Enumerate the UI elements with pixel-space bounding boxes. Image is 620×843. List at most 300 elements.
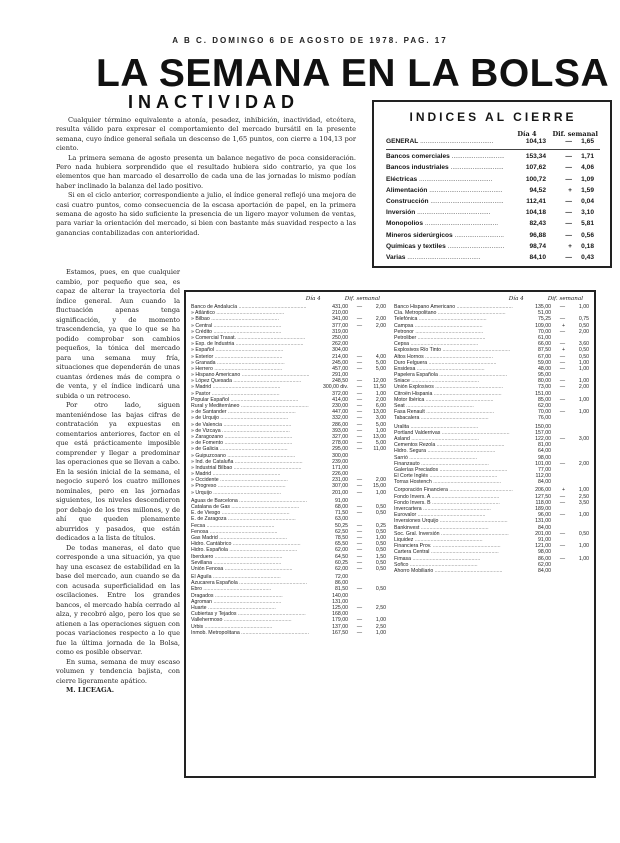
quote-sign: — xyxy=(559,499,565,506)
quote-sign: — xyxy=(559,493,565,500)
headline: LA SEMANA EN LA BOLSA xyxy=(96,52,610,95)
listing-left-header xyxy=(191,296,386,302)
quote-sign: — xyxy=(356,534,362,541)
quote-value: 68,00 xyxy=(335,504,348,510)
quote-sign: — xyxy=(356,559,362,566)
quote-sign: — xyxy=(356,623,362,630)
quote-name: » Progreso ..... xyxy=(191,483,310,489)
quote-sign: — xyxy=(559,359,565,366)
quote-value: 72,00 xyxy=(335,574,348,581)
quote-name: Aguas de Barcelona ..... xyxy=(191,498,310,504)
quote-value: 150,00 xyxy=(535,423,551,430)
quote-name: Inmob. Metropolitana ..... xyxy=(191,630,310,636)
quote-diff: 2,00 xyxy=(375,322,386,329)
quote-value: 189,00 xyxy=(535,506,551,512)
quote-sign: + xyxy=(561,322,565,329)
intro-text xyxy=(56,116,356,238)
quote-diff: 0,50 xyxy=(375,559,386,566)
quote-value: 431,00 xyxy=(332,304,348,310)
quote-value: 239,00 xyxy=(332,458,348,465)
listing-left-column xyxy=(191,296,386,638)
quote-value: 167,50 xyxy=(332,629,348,636)
quote-value: 168,00 xyxy=(332,611,348,618)
quote-sign: — xyxy=(559,512,565,519)
quote-diff: 2,00 xyxy=(578,328,589,335)
index-row xyxy=(386,198,600,209)
quote-value: 118,00 xyxy=(535,499,551,506)
body-paragraph: Por otro lado, siguen manteniéndose las bajas cifras de contratación ya expuestas en comentarios anteriores, factor en el que está prácticamente imposible comprender y llegar a predominar las operaciones que se llevan a cabo. En la sesión inicial de la semana, el negocio superó los cuatro millones nominales, pero en las jornadas siguientes, los niveles descendieron por debajo de los tres millones, y de ahí que queden plenamente aburridos y pasados, que están dedicados a la lista de títulos. xyxy=(56,401,180,542)
quote-value: 291,00 xyxy=(332,372,348,379)
quote-name: Catalana de Gas ..... xyxy=(191,504,310,510)
quote-diff: 1,00 xyxy=(578,555,589,562)
index-value: 107,62 xyxy=(525,164,546,172)
quote-diff: 5,00 xyxy=(375,359,386,366)
quote-value: 457,00 xyxy=(332,365,348,372)
quote-value: 98,00 xyxy=(538,454,551,461)
quote-sign: — xyxy=(356,617,362,624)
quote-name: Inversiones Urquijo ..... xyxy=(394,518,513,524)
quote-sign: — xyxy=(356,316,362,323)
index-row xyxy=(386,232,600,243)
quote-name: » Industrial Bilbao ..... xyxy=(191,465,310,471)
quote-name: Cartera Central ..... xyxy=(394,549,513,555)
quote-name: Papelera Española ..... xyxy=(394,372,513,378)
quote-name: Hidro. Española ..... xyxy=(191,547,310,553)
quote-name: » Español ..... xyxy=(191,347,310,353)
quote-name: Fimasa ..... xyxy=(394,556,513,562)
quote-sign: — xyxy=(356,427,362,434)
quote-value: 101,00 xyxy=(535,460,551,467)
quotes-listing xyxy=(184,290,596,778)
quote-diff: 1,00 xyxy=(375,629,386,636)
index-name: Bancos industriales ..... xyxy=(386,164,504,171)
quote-value: 248,50 xyxy=(332,378,348,385)
quote-name: E. de Viesgo ..... xyxy=(191,510,310,516)
listing-right-header xyxy=(394,296,589,302)
quote-name: Financiera Prov. ..... xyxy=(394,543,513,549)
quote-name: Sevillana ..... xyxy=(191,560,310,566)
quote-value: 125,00 xyxy=(332,605,348,611)
quote-sign: — xyxy=(356,415,362,422)
quote-value: 51,00 xyxy=(538,310,551,317)
quote-value: 65,50 xyxy=(335,541,348,548)
quote-sign: — xyxy=(356,477,362,484)
quote-name: Cía. Metropolitano ..... xyxy=(394,310,513,316)
quote-value: 64,00 xyxy=(538,448,551,455)
quote-sign: — xyxy=(356,403,362,409)
quote-sign: — xyxy=(356,396,362,403)
quote-sign: — xyxy=(356,504,362,510)
quote-name: » Bilbao ..... xyxy=(191,316,310,322)
quote-diff: 3,00 xyxy=(375,415,386,422)
quote-row xyxy=(191,490,386,496)
quote-value: 112,00 xyxy=(535,473,551,480)
quote-diff: 11,00 xyxy=(373,446,386,453)
page-folio: A B C. DOMINGO 6 DE AGOSTO DE 1978. PAG. 17 xyxy=(172,36,448,45)
quote-sign: — xyxy=(356,605,362,611)
intro-paragraph: Si en el ciclo anterior, correspondiente a julio, el índice general reflejó una mejora de casi cuatro puntos, como consecuencia de la escasa aportación de papel, en la primera semana de agosto ha sido suficiente la presencia de un ligero mayor volumen de ventas, para variar la orientación del mercado, si bien con bastante más suavidad respecto a las ganancias contabilizadas con anterioridad. xyxy=(56,191,356,237)
quote-sign: — xyxy=(356,322,362,329)
quote-name: Vallehermoso ..... xyxy=(191,617,310,623)
quote-name: » Pastor ..... xyxy=(191,391,310,397)
quote-name: » Granada ..... xyxy=(191,360,310,366)
quote-sign: — xyxy=(356,378,362,385)
quote-name: Popular Español ..... xyxy=(191,397,310,403)
quote-name: » Urquijo ..... xyxy=(191,490,310,496)
quote-value: 377,00 xyxy=(332,322,348,329)
quote-diff: 1,00 xyxy=(578,378,589,385)
quote-row xyxy=(191,630,386,636)
quote-value: 226,00 xyxy=(332,471,348,478)
index-diff: 0,56 xyxy=(581,231,594,239)
quote-name: Iberduero ..... xyxy=(191,554,310,560)
quote-diff: 0,50 xyxy=(375,547,386,554)
quote-value: 414,00 xyxy=(332,396,348,403)
quote-value: 307,00 xyxy=(332,483,348,490)
quote-value: 84,00 xyxy=(538,567,551,574)
quote-diff: 3,00 xyxy=(578,435,589,442)
quote-name: Azucarera Española ..... xyxy=(191,580,310,586)
quote-value: 201,00 xyxy=(332,489,348,496)
quote-diff: 11,50 xyxy=(373,384,386,391)
quote-name: Ebro ..... xyxy=(191,586,310,592)
quote-name: Dragados ..... xyxy=(191,593,310,599)
quote-name: Soc. Gral. Inversión ..... xyxy=(394,531,513,537)
quote-sign: — xyxy=(356,390,362,397)
quote-value: 95,00 xyxy=(538,372,551,379)
quote-diff: 2,50 xyxy=(375,623,386,630)
quote-name: » Herrero ..... xyxy=(191,366,310,372)
index-name: Eléctricas ..... xyxy=(386,176,504,183)
quote-sign: — xyxy=(356,528,362,535)
listing-section xyxy=(394,487,589,574)
quote-value: 201,00 xyxy=(535,530,551,537)
quote-value: 60,25 xyxy=(335,559,348,566)
quote-value: 341,00 xyxy=(332,316,348,323)
quote-name: Ahorro Mobiliario ..... xyxy=(394,568,513,574)
index-value: 104,13 xyxy=(525,138,546,145)
quote-diff: 1,00 xyxy=(375,534,386,541)
index-sign: — xyxy=(565,231,572,239)
quote-name: » Crédito ..... xyxy=(191,329,310,335)
indices-col-diff: Dif. semanal xyxy=(552,130,598,138)
quote-value: 70,00 xyxy=(538,409,551,416)
quote-sign: — xyxy=(356,629,362,636)
quote-name: Unión Fenosa ..... xyxy=(191,566,310,572)
quote-sign: — xyxy=(559,328,565,335)
index-name: Varias ..... xyxy=(386,254,504,261)
quote-value: 122,00 xyxy=(535,435,551,442)
quote-value: 84,00 xyxy=(538,524,551,531)
indices-title: INDICES AL CIERRE xyxy=(409,110,577,124)
quote-sign: — xyxy=(356,553,362,560)
listing-section xyxy=(191,574,386,636)
quote-sign: — xyxy=(356,384,362,391)
quote-name: Gas Madrid ..... xyxy=(191,535,310,541)
quote-sign: + xyxy=(561,347,565,354)
quote-value: 278,00 xyxy=(332,440,348,447)
quote-value: 71,50 xyxy=(335,510,348,517)
listing-section xyxy=(191,304,386,496)
index-diff: 1,65 xyxy=(581,138,594,145)
index-diff: 0,04 xyxy=(581,197,594,205)
quote-value: 91,00 xyxy=(538,536,551,543)
quote-value: 151,00 xyxy=(535,390,551,397)
quote-value: 98,00 xyxy=(538,549,551,556)
quote-name: Motor Ibérica ..... xyxy=(394,397,513,403)
index-row xyxy=(386,176,600,187)
quote-name: » de Valencia ..... xyxy=(191,422,310,428)
quote-value: 210,00 xyxy=(332,310,348,317)
quote-name: Torras Hostench ..... xyxy=(394,479,513,485)
quote-diff: 1,00 xyxy=(375,390,386,397)
index-name: Construcción ..... xyxy=(386,198,504,205)
index-diff: 0,18 xyxy=(581,242,594,250)
quote-value: 61,00 xyxy=(538,334,551,341)
quote-name: Corporación Financiera ..... xyxy=(394,487,513,493)
quote-value: 135,00 xyxy=(535,304,551,310)
quote-name: Citroën Hispania ..... xyxy=(394,391,513,397)
quote-name: Fondo Invers. B ..... xyxy=(394,500,513,506)
quote-name: Banco de Andalucía ..... xyxy=(191,304,310,310)
quote-name: » Ind. de Cataluña ..... xyxy=(191,459,310,465)
quote-diff: 0,50 xyxy=(578,530,589,537)
quote-value: 319,00 xyxy=(332,328,348,335)
index-sign: — xyxy=(565,209,572,217)
quote-diff: 1,00 xyxy=(578,396,589,403)
quote-sign: — xyxy=(559,396,565,403)
quote-sign: — xyxy=(559,555,565,562)
index-value: 112,41 xyxy=(526,197,546,205)
quote-name: » de Santander ..... xyxy=(191,409,310,415)
index-value: 82,43 xyxy=(529,220,546,228)
quote-row xyxy=(394,479,589,485)
quote-diff: 1,00 xyxy=(578,359,589,366)
quote-value: 393,00 xyxy=(332,427,348,434)
quote-name: Seat ..... xyxy=(394,403,513,409)
quote-diff: 1,00 xyxy=(375,427,386,434)
quote-sign: — xyxy=(356,409,362,416)
quote-diff: 0,50 xyxy=(375,504,386,510)
quote-value: 131,00 xyxy=(535,518,551,525)
listing-left-rows xyxy=(191,304,386,636)
index-sign: — xyxy=(565,164,572,172)
quote-name: » de Vizcaya ..... xyxy=(191,428,310,434)
quote-value: 109,00 xyxy=(535,322,551,329)
index-value: 98,74 xyxy=(529,242,546,250)
quote-name: Agroman ..... xyxy=(191,599,310,605)
quote-value: 66,00 xyxy=(538,341,551,348)
quote-value: 48,00 xyxy=(538,365,551,372)
quote-value: 332,00 xyxy=(332,415,348,422)
quote-sign: — xyxy=(356,522,362,529)
quote-value: 67,00 xyxy=(538,353,551,360)
quote-diff: 5,00 xyxy=(375,440,386,447)
quote-sign: — xyxy=(356,365,362,372)
quote-name: Rural y Mediterráneo ..... xyxy=(191,403,310,409)
quote-sign: — xyxy=(356,510,362,517)
quote-value: 300,00 div. xyxy=(323,384,348,391)
listing-right-column xyxy=(394,296,589,638)
quote-sign: — xyxy=(559,543,565,550)
quote-value: 91,00 xyxy=(335,497,348,504)
quote-name: Finanzauto ..... xyxy=(394,461,513,467)
quote-value: 245,00 xyxy=(332,359,348,366)
quote-name: Sofico ..... xyxy=(394,562,513,568)
quote-diff: 1,00 xyxy=(578,512,589,519)
quote-row xyxy=(394,415,589,421)
quote-name: Cepsa ..... xyxy=(394,341,513,347)
quote-value: 64,50 xyxy=(335,553,348,560)
quote-sign: — xyxy=(559,341,565,348)
quote-value: 87,50 xyxy=(538,347,551,354)
quote-name: Altos Hornos ..... xyxy=(394,354,513,360)
subhead: INACTIVIDAD xyxy=(128,92,299,112)
index-row xyxy=(386,187,600,198)
indices-header xyxy=(386,130,600,138)
quote-diff: 1,00 xyxy=(375,489,386,496)
index-sign: + xyxy=(568,242,572,250)
quote-name: Fecsa ..... xyxy=(191,523,310,529)
quote-name: Portland Valderrivas ..... xyxy=(394,430,513,436)
quote-diff: 1,00 xyxy=(375,617,386,624)
quote-diff: 2,00 xyxy=(375,477,386,484)
quote-value: 206,00 xyxy=(535,487,551,494)
quote-name: Fondo Invers. A ..... xyxy=(394,494,513,500)
quote-name: » Exterior ..... xyxy=(191,354,310,360)
quote-sign: — xyxy=(559,353,565,360)
index-diff: 4,06 xyxy=(581,164,594,172)
quote-value: 231,00 xyxy=(332,477,348,484)
index-diff: 1,09 xyxy=(581,175,594,183)
index-sign: — xyxy=(565,175,572,183)
index-value: 94,52 xyxy=(529,186,546,194)
quote-value: 50,25 xyxy=(335,522,348,529)
quote-value: 59,00 xyxy=(538,359,551,366)
quote-diff: 6,00 xyxy=(375,403,386,409)
quote-value: 62,00 xyxy=(538,561,551,568)
quote-sign: + xyxy=(561,487,565,494)
quote-value: 80,00 xyxy=(538,378,551,385)
quote-name: Galerías Preciados ..... xyxy=(394,467,513,473)
quote-diff: 0,50 xyxy=(375,565,386,572)
index-diff: 1,71 xyxy=(581,153,594,161)
intro-paragraph: Cualquier término equivalente a atonía, pesadez, inhibición, inactividad, etcétera, resulta válido para expresar el comportamiento del mercado bursátil en la presente semana, cuyo índice general señala un descenso de 1,65 puntos, con cierre a 104,13 por ciento. xyxy=(56,116,356,153)
quote-value: 62,00 xyxy=(538,403,551,409)
quote-name: Campsa ..... xyxy=(394,323,513,329)
quote-value: 63,00 xyxy=(335,516,348,523)
index-name: GENERAL ..... xyxy=(386,138,504,145)
quote-value: 250,00 xyxy=(332,334,348,341)
index-sign: — xyxy=(565,153,572,161)
quote-name: Huarte ..... xyxy=(191,605,310,611)
index-name: Inversión ..... xyxy=(386,209,504,216)
index-value: 104,18 xyxy=(525,209,546,217)
quote-name: Asland ..... xyxy=(394,436,513,442)
intro-paragraph: La primera semana de agosto presenta un balance negativo de poca consideración. Pero nada hubiera sorprendido que el resultado hubiera sido contrario, ya que los elementos que han marcado el desarrollo de cada una de las jornadas lo mismo podían haber inclinado la balanza del lado positivo. xyxy=(56,153,356,190)
quote-value: 73,00 xyxy=(538,384,551,391)
listing-col-value: Día 4 xyxy=(508,296,524,302)
quote-value: 62,50 xyxy=(335,528,348,535)
quote-name: » Atlántico ..... xyxy=(191,310,310,316)
quote-sign: — xyxy=(356,541,362,548)
index-sign: + xyxy=(568,186,572,194)
quote-diff: 5,00 xyxy=(375,421,386,428)
quote-value: 286,00 xyxy=(332,421,348,428)
body-paragraph: Estamos, pues, en que cualquier cambio, por pequeño que sea, es capaz de alterar la trayectoria del índice general. Aun cuando la fluctuación apenas tenga significación, y de momento trascendencia, ya que lo que se ha podido comprobar son cambios pequeños, la tónica del mercado para una semana muy fría, situaciones que dependerán de unas cuantas órdenes más de compra o de venta, y el índice indicará una subida o un retroceso. xyxy=(56,268,180,400)
index-name: Monopolios ..... xyxy=(386,220,504,227)
quote-sign: — xyxy=(559,384,565,391)
quote-value: 157,00 xyxy=(535,429,551,436)
quote-name: Petroliber ..... xyxy=(394,335,513,341)
index-row xyxy=(386,164,600,175)
quote-row xyxy=(394,568,589,574)
index-diff: 3,10 xyxy=(581,209,594,217)
listing-right-rows xyxy=(394,304,589,574)
quote-name: » de Urquijo ..... xyxy=(191,415,310,421)
quote-sign: — xyxy=(356,489,362,496)
quote-name: Duro Felguera ..... xyxy=(394,360,513,366)
quote-name: Fenosa ..... xyxy=(191,529,310,535)
quote-name: Cementos Rezola ..... xyxy=(394,442,513,448)
index-name: Químicas y textiles ..... xyxy=(386,243,504,250)
quote-name: Urbis ..... xyxy=(191,624,310,630)
quote-name: Fasa Renault ..... xyxy=(394,409,513,415)
body-paragraph: En suma, semana de muy escaso volumen y tendencia bajista, con cierre ligeramente apático. xyxy=(56,657,180,685)
quote-value: 140,00 xyxy=(332,592,348,599)
quote-diff: 0,50 xyxy=(375,510,386,517)
quote-diff: 0,50 xyxy=(578,322,589,329)
quote-value: 84,00 xyxy=(538,479,551,486)
quote-name: Tabacalera ..... xyxy=(394,415,513,421)
quote-sign: — xyxy=(559,316,565,323)
quote-sign: — xyxy=(356,433,362,440)
index-row xyxy=(386,243,600,254)
quote-value: 81,00 xyxy=(538,442,551,449)
quote-value: 86,00 xyxy=(538,555,551,562)
quote-name: Sniace ..... xyxy=(394,378,513,384)
quote-sign: — xyxy=(559,365,565,372)
index-value: 153,34 xyxy=(525,153,546,161)
index-name: Mineros siderúrgicos ..... xyxy=(386,232,504,239)
index-value: 84,10 xyxy=(529,253,546,261)
indices-rows xyxy=(386,138,600,265)
quote-diff: 0,50 xyxy=(578,353,589,360)
quote-diff: 13,00 xyxy=(373,433,386,440)
indices-col-value: Día 4 xyxy=(517,130,537,138)
quote-sign: — xyxy=(356,353,362,360)
index-diff: 1,59 xyxy=(581,186,594,194)
quote-diff: 1,00 xyxy=(578,365,589,372)
quote-diff: 0,75 xyxy=(578,316,589,323)
quote-name: » Comercial Trasat. ..... xyxy=(191,335,310,341)
quote-name: Hidro. Segura ..... xyxy=(394,448,513,454)
index-row xyxy=(386,153,600,164)
quote-diff: 1,00 xyxy=(578,409,589,416)
index-value: 100,72 xyxy=(525,175,546,183)
quote-sign: — xyxy=(356,446,362,453)
quote-sign: — xyxy=(559,378,565,385)
quote-diff: 1,00 xyxy=(578,304,589,310)
quote-sign: — xyxy=(356,304,362,310)
index-diff: 5,81 xyxy=(581,220,594,228)
quote-value: 96,00 xyxy=(538,512,551,519)
quote-value: 214,00 xyxy=(332,353,348,360)
quote-name: Banco Hispano Americano ..... xyxy=(394,304,513,310)
quote-sign: — xyxy=(356,565,362,572)
index-row xyxy=(386,209,600,220)
quote-diff: 2,00 xyxy=(578,460,589,467)
